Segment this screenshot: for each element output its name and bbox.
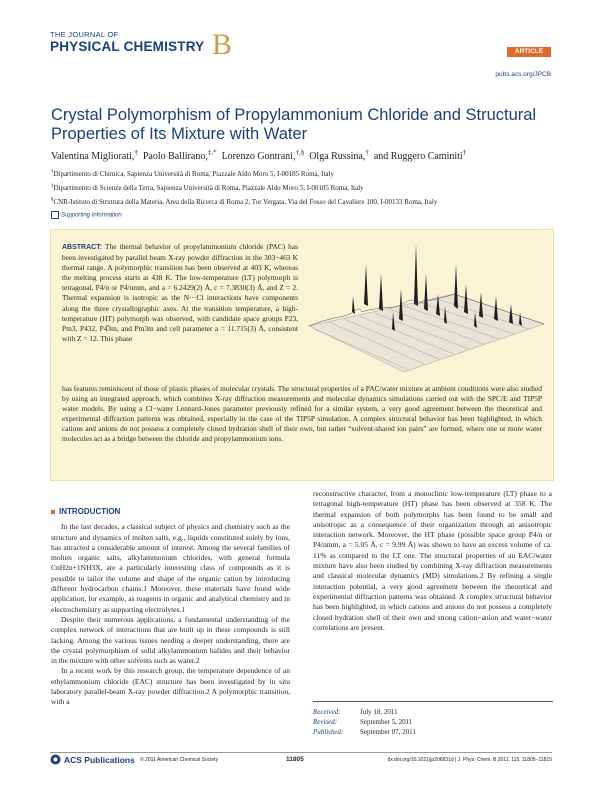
journal-name-big: PHYSICAL CHEMISTRY [50, 39, 205, 54]
paragraph: In the last decades, a classical subject of physics and chemistry such as the structure and dynamics of molten salts, e.g., liquids constituted solely by ions, has attracted a considerable amount of interest. Among the several families of molten organic salts, alkylammonium chlorides, with general formula CnH2n+1NH3X, are a particularly interesting class of compounds as it is possible to tailor the volume and shape of the organic cation by introducing different hydrocarbon chains.1 Moreover, these materials have found wide application, for example, as reagents in organic and analytical chemistry and in electrochemistry as supporting electrolytes.1 [51, 522, 290, 614]
introduction-heading: INTRODUCTION [51, 507, 290, 517]
abstract-text: ABSTRACT: The thermal behavior of propylammonium chloride (PAC) has been investigated by parallel beam X-ray powder diffraction in the 303−463 K thermal range. A polymorphic transition has been observed at 403 K, whereas the melting process starts at 438 K. The low-temperature (LT) polymorph is tetragonal, P4/n or P4/nmm, and a = 6.2429(2) Å, c = 7.3830(3) Å, and Z = 2. Thermal expansion is isotropic as the N···Cl interactions have components along the three crystallographic axes. At the transition temperature, a high-temperature (HT) polymorph was observed, with candidate space groups P23, Pm3, P432, P4̅3m, and Pm3m and cell parameter a = 11.715(3) Å, consistent with Z = 12. This phase [62, 242, 298, 343]
affiliation: †Dipartimento di Chimica, Sapienza Università di Roma, Piazzale Aldo Moro 5, I-00185 Roma, Italy [51, 169, 334, 178]
acs-logo-icon [50, 754, 61, 765]
acs-publications-logo: ACS Publications [50, 754, 135, 765]
author[interactable]: Lorenzo Gontrani,†,§ [221, 148, 305, 162]
journal-letter: B [212, 28, 233, 61]
body-column-left [51, 507, 290, 708]
author[interactable]: and Ruggero Caminiti† [373, 148, 467, 162]
author[interactable]: Olga Russina,† [309, 148, 369, 162]
affiliation: §CNR-Istituto di Struttura della Materia, Area della Ricerca di Roma 2, Tor Vergata, Via del Fosso del Cavaliere 100, I-00133 Roma, Italy [51, 197, 438, 206]
journal-name-small: THE JOURNAL OF [50, 30, 119, 39]
body-column-right [313, 489, 552, 633]
page-number: 11805 [286, 756, 304, 763]
abstract-text-continued: has features reminiscent of those of plastic phases of molecular crystals. The structural properties of a PAC/water mixture at ambient conditions were also studied by using an integrated approach, which combines X-ray diffraction measurements and molecular dynamics simulations carried out with the SPC/E and TIP5P water models. By using a Cl−water Lennard-Jones parameter previously refined for a similar system, a very good agreement between the theoretical and experimental diffraction patterns was obtained, especially in the case of the TIP5P simulation. A complex structural behavior has been highlighted, in which cations and anions do not possess a completely closed hydration shell of their own, but rather “solvent-shared ion pairs” are formed, where one or more water molecules act as a bridge between the chloride and propylammonium ions. [62, 384, 542, 444]
author-list [51, 148, 551, 162]
supporting-info-icon [51, 211, 59, 219]
section-bullet-icon [51, 510, 55, 514]
copyright: © 2011 American Chemical Society [140, 757, 219, 763]
author[interactable]: Paolo Ballirano,‡,* [142, 148, 217, 162]
supporting-information-link[interactable]: Supporting Information [51, 211, 122, 219]
paragraph: Despite their numerous applications, a fundamental understanding of the complex network of interactions that are built up in these compounds is still lacking. Among the various issues needing a deeper understanding, there are the crystal polymorphism of solid alkylammonium halides and their behavior in the mixture with other solvents such as water.2 [51, 614, 290, 666]
paragraph: reconstructive character, from a monoclinic low-temperature (LT) phase to a tetragonal high-temperature (HT) phase has been observed at 358 K. The thermal expansion of both polymorphs has been found to be small and anisotropic as a consequence of their organization through an anisotropic interaction network. Moreover, the HT phase (possible space group P4/n or P4/nmm, a = 5.05 Å, c = 9.99 Å) was shown to have an excess volume of ca. 11% as compared to the LT one. The structural properties of an EAC/water mixture have also been studied by combining X-ray diffraction measurements and classical molecular dynamics (MD) simulations.2 By refining a single interaction potential, a very good agreement between the theoretical and experimental diffraction patterns was obtained. A complex structural behavior has been highlighted, in which cations and anions do not possess a completely closed hydration shell of their own and strong cation−anion and water−water correlations are present. [313, 489, 552, 632]
journal-logo [50, 30, 240, 70]
date-row: Received: July 18, 2011 [313, 708, 398, 716]
article-badge: ARTICLE [507, 47, 551, 57]
journal-url-link[interactable]: pubs.acs.org/JPCB [495, 71, 551, 78]
date-row: Published: September 07, 2011 [313, 728, 416, 736]
paragraph: In a recent work by this research group, the temperature dependence of an ethylammonium chloride (EAC) structure has been investigated by in situ laboratory parallel-beam X-ray powder diffraction.2 A polymorphic transition, with a [51, 666, 290, 707]
toc-diffraction-figure [304, 234, 548, 380]
affiliation: ‡Dipartimento di Scienze della Terra, Sapienza Università di Roma, Piazzale Aldo Moro 5, I-00185 Roma, Italy [51, 183, 364, 192]
doi-citation[interactable]: dx.doi.org/10.1021/jp206831d | J. Phys. Chem. B 2011, 115, 11805−11815 [387, 757, 552, 763]
publication-dates [313, 701, 553, 737]
article-title: Crystal Polymorphism of Propylammonium Chloride and Structural Properties of Its Mixture with Water [51, 106, 537, 143]
author[interactable]: Valentina Migliorati,† [51, 148, 138, 162]
date-row: Revised: September 5, 2011 [313, 718, 413, 726]
abstract-heading: ABSTRACT: [62, 244, 103, 251]
